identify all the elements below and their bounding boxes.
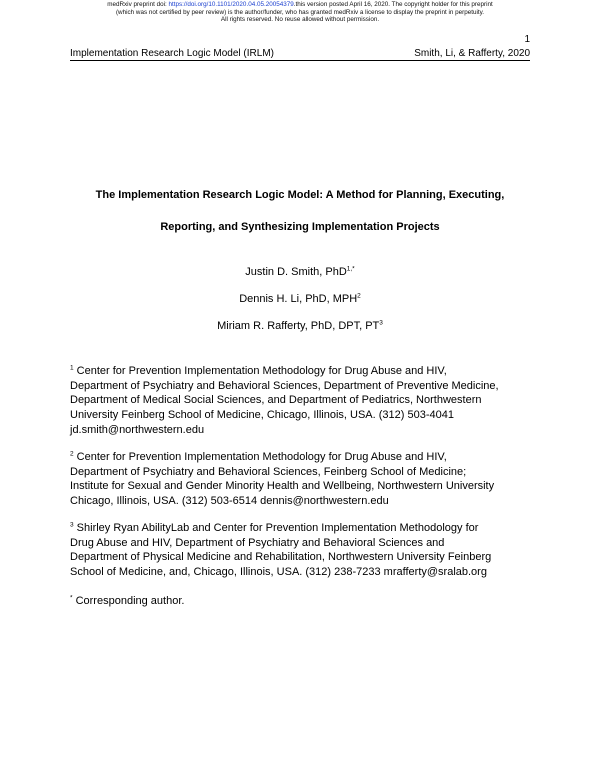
corr-sup: *	[70, 594, 73, 602]
author-3	[0, 313, 600, 340]
aff-sup: 3	[70, 521, 74, 529]
aff-line	[70, 521, 540, 536]
running-header	[70, 48, 530, 61]
affiliation-3	[70, 521, 540, 580]
affiliation-1	[70, 364, 540, 438]
author-list	[0, 259, 600, 340]
author-sup: 3	[379, 319, 383, 327]
author-name: Justin D. Smith, PhD	[245, 266, 347, 278]
aff-line: Drug Abuse and HIV, Department of Psychiatry and Behavioral Sciences and	[70, 536, 445, 549]
affiliation-2	[70, 450, 540, 509]
author-2	[0, 286, 600, 313]
author-sup: 1,*	[346, 265, 355, 273]
notice-line-2: (which was not certified by peer review) is the author/funder, who has granted medRxiv a license to display the preprint in perpetuity.	[115, 8, 485, 16]
aff-text: Center for Prevention Implementation Methodology for Drug Abuse and HIV,	[73, 451, 447, 463]
aff-line: Department of Psychiatry and Behavioral Sciences, Department of Preventive Medicine,	[70, 379, 499, 392]
aff-line: Department of Psychiatry and Behavioral Sciences, Feinberg School of Medicine;	[70, 465, 467, 478]
author-name: Miriam R. Rafferty, PhD, DPT, PT	[217, 320, 380, 332]
preprint-notice	[0, 1, 600, 24]
aff-email: jd.smith@northwestern.edu	[70, 423, 205, 436]
aff-sup: 1	[70, 364, 74, 372]
aff-line: University Feinberg School of Medicine, Chicago, Illinois, USA. (312) 503-4041	[70, 409, 454, 422]
author-name: Dennis H. Li, PhD, MPH	[239, 293, 358, 305]
notice-line-1	[0, 1, 600, 9]
aff-line: Institute for Sexual and Gender Minority Health and Wellbeing, Northwestern University	[70, 480, 495, 493]
notice-prefix: medRxiv preprint doi:	[107, 1, 169, 8]
aff-line: Department of Physical Medicine and Rehabilitation, Northwestern University Feinberg	[70, 551, 492, 564]
running-header-left: Implementation Research Logic Model (IRLM)	[70, 48, 274, 59]
author-sup: 2	[357, 292, 361, 300]
author-1	[0, 259, 600, 286]
notice-line-3: All rights reserved. No reuse allowed without permission.	[220, 16, 380, 24]
page-number: 1	[524, 34, 530, 45]
aff-line: Department of Medical Social Sciences, and Department of Pediatrics, Northwestern	[70, 394, 482, 407]
aff-text: Shirley Ryan AbilityLab and Center for Prevention Implementation Methodology for	[73, 522, 479, 534]
corr-text: Corresponding author.	[72, 595, 185, 607]
aff-line: School of Medicine, and, Chicago, Illinois, USA. (312) 238-7233 mrafferty@sralab.org	[70, 566, 487, 579]
title-line-2: Reporting, and Synthesizing Implementation Projects	[160, 221, 440, 233]
notice-suffix: .this version posted April 16, 2020. The copyright holder for this preprint	[293, 1, 493, 8]
aff-sup: 2	[70, 450, 74, 458]
aff-line	[70, 364, 540, 379]
doi-link[interactable]: https://doi.org/10.1101/2020.04.05.20054379	[168, 1, 294, 8]
aff-line: Chicago, Illinois, USA. (312) 503-6514 dennis@northwestern.edu	[70, 495, 389, 508]
aff-text: Center for Prevention Implementation Methodology for Drug Abuse and HIV,	[73, 365, 447, 377]
paper-title	[60, 179, 540, 243]
corresponding-author-note	[70, 594, 184, 608]
running-header-right: Smith, Li, & Rafferty, 2020	[414, 48, 530, 59]
title-line-1: The Implementation Research Logic Model: A Method for Planning, Executing,	[95, 189, 505, 201]
aff-line	[70, 450, 540, 465]
